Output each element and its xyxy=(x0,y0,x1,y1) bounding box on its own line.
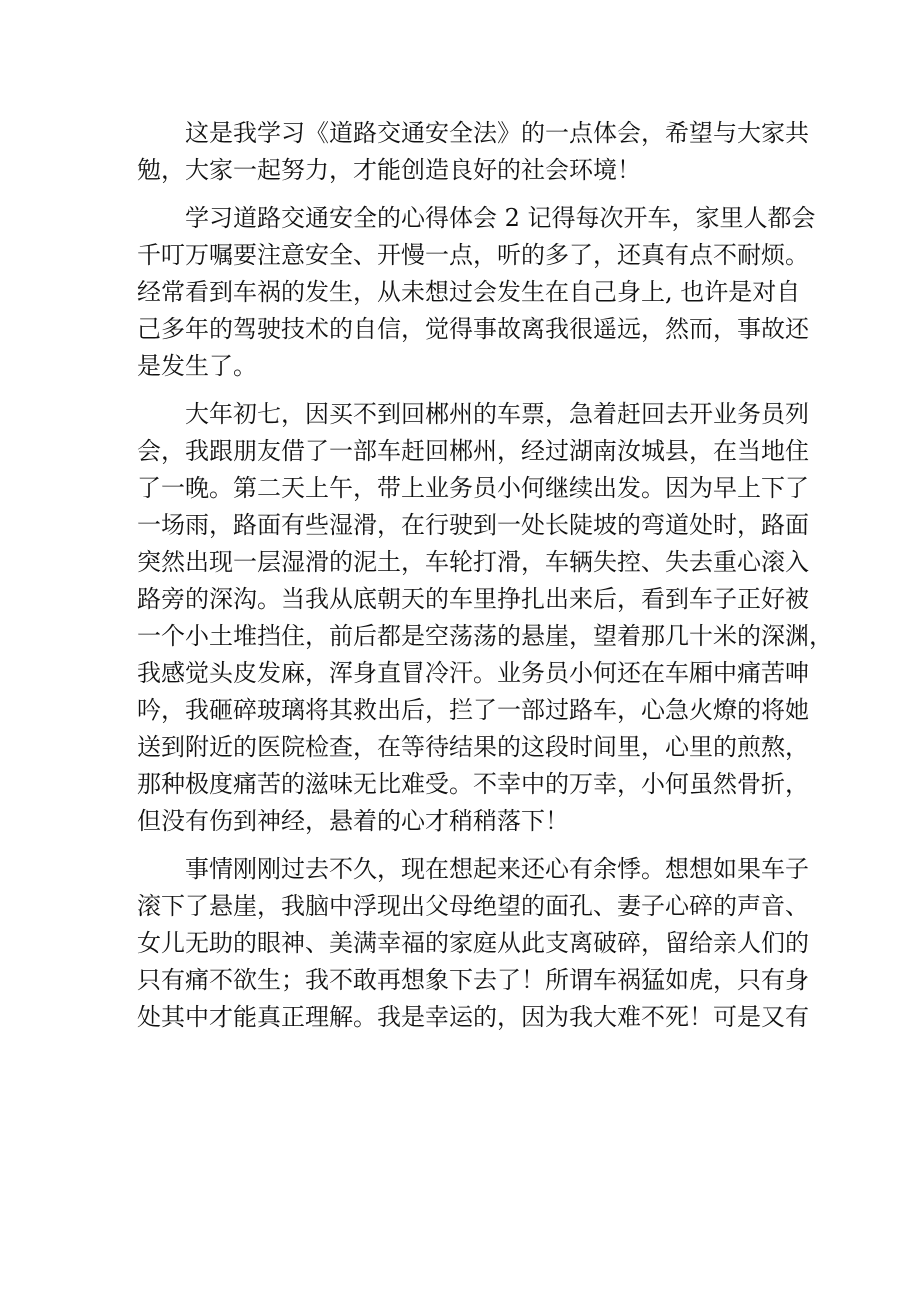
paragraph-3 xyxy=(137,396,833,840)
text-line: 勉，大家一起努力，才能创造良好的社会环境！ xyxy=(137,156,641,184)
text-line: 只有痛不欲生；我不敢再想象下去了！所谓车祸猛如虎，只有身 xyxy=(137,966,809,994)
text-line: 是发生了。 xyxy=(137,352,257,380)
text-line: 女儿无助的眼神、美满幸福的家庭从此支离破碎，留给亲人们的 xyxy=(137,929,809,957)
text-line: 大年初七，因买不到回郴州的车票，急着赶回去开业务员列 xyxy=(185,400,809,428)
text-line: 己多年的驾驶技术的自信，觉得事故离我很遥远，然而，事故还 xyxy=(137,315,809,343)
text-line: 这是我学习《道路交通安全法》的一点体会，希望与大家共 xyxy=(185,119,809,147)
text-line: 但没有伤到神经，悬着的心才稍稍落下！ xyxy=(137,807,569,835)
text-line: 吟，我砸碎玻璃将其救出后，拦了一部过路车，心急火燎的将她 xyxy=(137,696,809,724)
paragraph-1 xyxy=(137,115,809,189)
text-line: 学习道路交通安全的心得体会 2 记得每次开车，家里人都会 xyxy=(185,204,816,232)
text-line: 一场雨，路面有些湿滑，在行驶到一处长陡坡的弯道处时，路面 xyxy=(137,511,809,539)
text-line: 滚下了悬崖，我脑中浮现出父母绝望的面孔、妻子心碎的声音、 xyxy=(137,892,809,920)
text-line: 了一晚。第二天上午，带上业务员小何继续出发。因为早上下了 xyxy=(137,474,809,502)
text-line: 路旁的深沟。当我从底朝天的车里挣扎出来后，看到车子正好被 xyxy=(137,585,809,613)
text-line: 千叮万嘱要注意安全、开慢一点，听的多了，还真有点不耐烦。 xyxy=(137,241,809,269)
text-line: 我感觉头皮发麻，浑身直冒冷汗。业务员小何还在车厢中痛苦呻 xyxy=(137,659,809,687)
document-body xyxy=(137,115,833,1036)
text-line: 经常看到车祸的发生，从未想过会发生在自己身上, 也许是对自 xyxy=(137,278,801,306)
text-line: 一个小土堆挡住，前后都是空荡荡的悬崖，望着那几十米的深渊， xyxy=(137,622,833,650)
text-line: 突然出现一层湿滑的泥土，车轮打滑，车辆失控、失去重心滚入 xyxy=(137,548,809,576)
text-line: 会，我跟朋友借了一部车赶回郴州，经过湖南汝城县，在当地住 xyxy=(137,437,809,465)
text-line: 送到附近的医院检查，在等待结果的这段时间里，心里的煎熬， xyxy=(137,733,809,761)
paragraph-2 xyxy=(137,200,816,385)
text-line: 事情刚刚过去不久，现在想起来还心有余悸。想想如果车子 xyxy=(185,855,809,883)
text-line: 那种极度痛苦的滋味无比难受。不幸中的万幸，小何虽然骨折， xyxy=(137,770,809,798)
paragraph-4 xyxy=(137,851,809,1036)
text-line: 处其中才能真正理解。我是幸运的，因为我大难不死！可是又有 xyxy=(137,1003,809,1031)
